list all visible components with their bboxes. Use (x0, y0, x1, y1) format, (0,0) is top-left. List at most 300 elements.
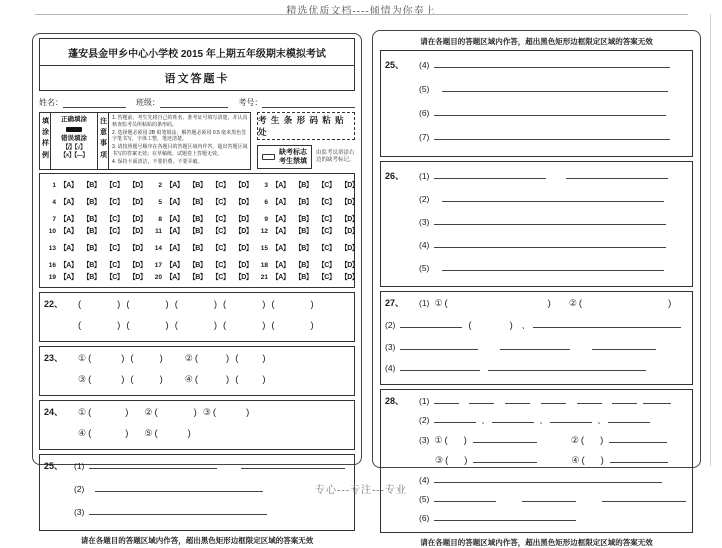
question-number: 3 (264, 181, 268, 189)
answer-row (385, 297, 688, 310)
answer-paren[interactable]: ( ) (174, 320, 218, 331)
bubble-row (43, 197, 359, 207)
bubble-option-B-q17[interactable]: 【B】 (188, 262, 207, 269)
note-item: 4. 保持卡面清洁，不要折叠、不要弄破。 (112, 158, 203, 165)
bubble-cell-q19 (43, 272, 149, 282)
bubble-option-D-q7[interactable]: 【D】 (128, 216, 147, 223)
bubble-cell-q8 (149, 214, 255, 224)
bubble-cell-q5 (149, 197, 255, 207)
answer-row (44, 373, 350, 386)
choice-bubble-grid (39, 173, 359, 288)
bubble-option-A-q16[interactable]: 【A】 (59, 262, 78, 269)
bubble-option-D-q19[interactable]: 【D】 (128, 274, 147, 281)
circled-number: ④ (571, 455, 580, 465)
bubble-option-A-q8[interactable]: 【A】 (165, 216, 184, 223)
answer-row (385, 512, 688, 524)
sub-question-label: (3) (419, 217, 430, 227)
answer-paren[interactable]: ( ) (126, 299, 169, 310)
absent-note (316, 150, 355, 165)
answer-paren[interactable]: ( ) (78, 320, 121, 331)
bubble-option-B-q2[interactable]: 【B】 (188, 182, 207, 189)
answer-line[interactable] (434, 107, 666, 116)
answer-paren[interactable]: ( ) (130, 374, 163, 385)
class-input-line[interactable] (160, 100, 229, 108)
bubble-option-B-q4[interactable]: 【B】 (82, 199, 101, 206)
bubble-option-C-q18[interactable]: 【C】 (317, 262, 336, 269)
answer-line[interactable] (434, 395, 459, 404)
bubble-cell-q2 (149, 180, 255, 190)
question-number: 22、 (44, 299, 64, 309)
circled-number: ① (434, 435, 443, 445)
bubble-option-D-q20[interactable]: 【D】 (234, 274, 253, 281)
note-item: 3. 请按照题号顺序在各题目的答题区域内作答，超出答题区域书写的答案无效；在草稿纸、试题卷上答题无效。 (112, 144, 248, 157)
student-info-row (39, 97, 355, 108)
circled-number: ③ (202, 407, 211, 417)
barcode-paste-area: 考 生 条 形 码 粘 贴 处 (257, 112, 355, 140)
separator: 、 (521, 321, 530, 330)
bubble-option-D-q21[interactable]: 【D】 (340, 274, 359, 281)
bubble-option-D-q17[interactable]: 【D】 (234, 262, 253, 269)
question-number: 25、 (44, 461, 64, 471)
answer-paren[interactable]: ( ) (154, 407, 197, 418)
note-item: 1. 答题前，考生先将自己的姓名、准考证号填写清楚，并认真核查监考员所粘贴的条形码。 (112, 115, 248, 128)
separator: 、 (597, 416, 606, 425)
bubble-option-B-q5[interactable]: 【B】 (188, 199, 207, 206)
absent-forbidden-label: 考生禁填 (279, 158, 307, 165)
bubble-row (43, 226, 359, 236)
answer-paren[interactable]: ( ) (468, 320, 513, 331)
absent-note-line2: 边的缺考标记。 (316, 157, 355, 163)
bubble-cell-q11 (149, 226, 255, 236)
bubble-cell-q21 (255, 272, 361, 282)
answer-row (385, 454, 688, 467)
answer-paren[interactable]: ( ) (88, 353, 125, 364)
answer-paren[interactable]: ( ) (78, 299, 121, 310)
bubble-row (43, 260, 359, 270)
absent-mark-bubble[interactable] (262, 154, 275, 160)
answer-line[interactable] (533, 319, 681, 328)
absent-note-line1: 由监考员填涂右 (316, 149, 355, 156)
sub-question-label: (5) (419, 263, 430, 273)
bubble-cell-q10 (43, 226, 149, 236)
bubble-option-C-q13[interactable]: 【C】 (105, 245, 124, 252)
answer-line[interactable] (592, 341, 656, 350)
circled-number: ② (568, 298, 577, 308)
left-bottom-notice: 请在各题目的答题区域内作答，超出黑色矩形边框限定区域的答案无效 (80, 536, 314, 545)
absent-flag-label: 缺考标志 (279, 148, 307, 156)
bubble-option-C-q15[interactable]: 【C】 (317, 245, 336, 252)
bubble-option-A-q14[interactable]: 【A】 (165, 245, 184, 252)
bubble-option-A-q6[interactable]: 【A】 (271, 199, 290, 206)
answer-row (385, 239, 688, 251)
bubble-option-B-q15[interactable]: 【B】 (294, 245, 313, 252)
bubble-option-A-q9[interactable]: 【A】 (271, 216, 290, 223)
circled-number: ① (78, 407, 87, 417)
bubble-cell-q20 (149, 272, 255, 282)
answer-line[interactable] (608, 414, 650, 423)
wrong-fill-marks-2: 【×】【—】 (60, 153, 88, 160)
question-number: 26、 (385, 171, 405, 181)
question-number: 19 (48, 273, 56, 281)
sub-question-label: (2) (419, 194, 430, 204)
bubble-option-B-q3[interactable]: 【B】 (294, 182, 313, 189)
absent-labels (279, 148, 307, 166)
sub-question-label: (2) (419, 415, 430, 425)
answer-row (44, 352, 350, 365)
sub-question-label: (1) (419, 396, 430, 406)
answer-paren[interactable]: ( ) (271, 299, 314, 310)
answer-paren[interactable]: ( ) (580, 435, 604, 446)
answer-line[interactable] (434, 170, 546, 179)
bubble-option-D-q8[interactable]: 【D】 (234, 216, 253, 223)
answer-line[interactable] (434, 216, 666, 225)
bubble-row (43, 214, 359, 224)
sub-question-label: (3) (74, 507, 85, 517)
bubble-option-B-q9[interactable]: 【B】 (294, 216, 313, 223)
answer-line[interactable] (89, 506, 267, 515)
question-number: 5 (158, 198, 162, 206)
bubble-option-D-q6[interactable]: 【D】 (340, 199, 359, 206)
bubble-option-D-q15[interactable]: 【D】 (340, 245, 359, 252)
sub-question-label: (6) (419, 513, 430, 523)
question-25-box-right (380, 50, 693, 157)
answer-row (385, 193, 688, 205)
answer-line[interactable] (612, 395, 637, 404)
bubble-option-B-q7[interactable]: 【B】 (82, 216, 101, 223)
answer-line[interactable] (434, 59, 670, 68)
answer-line[interactable] (400, 319, 462, 328)
bubble-option-C-q1[interactable]: 【C】 (105, 182, 124, 189)
answer-paren[interactable]: ( ) (271, 320, 314, 331)
fill-sample-column (51, 113, 98, 169)
answer-line[interactable] (610, 454, 668, 463)
question-number: 27、 (385, 298, 405, 308)
class-label: 班级： (135, 98, 160, 107)
question-number: 18 (260, 261, 268, 269)
name-input-line[interactable] (63, 100, 126, 108)
bubble-option-D-q5[interactable]: 【D】 (234, 199, 253, 206)
answer-line[interactable] (609, 434, 667, 443)
question-27-box (380, 291, 693, 385)
bubble-option-A-q4[interactable]: 【A】 (59, 199, 78, 206)
question-number: 8 (158, 215, 162, 223)
bubble-option-C-q12[interactable]: 【C】 (317, 228, 336, 235)
answer-paren[interactable]: ( ) (88, 428, 129, 439)
question-number: 24、 (44, 407, 64, 417)
bubble-option-A-q1[interactable]: 【A】 (59, 182, 78, 189)
right-top-notice: 请在各题目的答题区域内作答，超出黑色矩形边框限定区域的答案无效 (420, 37, 653, 46)
answer-paren[interactable]: ( ) (88, 374, 125, 385)
bubble-option-C-q10[interactable]: 【C】 (105, 228, 124, 235)
examno-input-line[interactable] (262, 100, 355, 108)
answer-paren[interactable]: ( ) (223, 299, 266, 310)
bubble-option-C-q11[interactable]: 【C】 (211, 228, 230, 235)
sub-question-label: (4) (419, 475, 430, 485)
bubble-option-A-q17[interactable]: 【A】 (165, 262, 184, 269)
correct-fill-label: 正确填涂 (61, 116, 87, 123)
title-box (39, 38, 355, 91)
bubble-option-C-q3[interactable]: 【C】 (317, 182, 336, 189)
examno-label: 考号： (238, 98, 263, 107)
question-number: 20 (154, 273, 162, 281)
circled-number: ② (570, 435, 579, 445)
question-24-box (39, 400, 355, 450)
question-number: 28、 (385, 396, 405, 406)
watermark-header: 精选优质文档----倾情为你奉上 (286, 6, 436, 17)
bubble-option-A-q7[interactable]: 【A】 (59, 216, 78, 223)
watermark-footer: 专心---专注---专业 (315, 485, 407, 496)
bubble-option-D-q16[interactable]: 【D】 (128, 262, 147, 269)
bubble-option-B-q11[interactable]: 【B】 (188, 228, 207, 235)
question-number: 9 (264, 215, 268, 223)
bubble-option-B-q10[interactable]: 【B】 (82, 228, 101, 235)
bubble-option-B-q21[interactable]: 【B】 (294, 274, 313, 281)
answer-line[interactable] (550, 414, 592, 423)
absent-mark-row (257, 144, 355, 170)
sheet-title: 语文答题卡 (164, 73, 230, 85)
absent-mark-box (257, 145, 312, 169)
bubble-option-B-q8[interactable]: 【B】 (188, 216, 207, 223)
bubble-option-D-q3[interactable]: 【D】 (340, 182, 359, 189)
answer-paren[interactable]: ( ) (88, 407, 129, 418)
bubble-option-A-q10[interactable]: 【A】 (59, 228, 78, 235)
bubble-option-A-q2[interactable]: 【A】 (165, 182, 184, 189)
info-section (39, 112, 355, 170)
question-number: 6 (264, 198, 268, 206)
bubble-cell-q1 (43, 180, 149, 190)
answer-line[interactable] (434, 414, 476, 423)
answer-row (385, 434, 688, 447)
bubble-option-C-q20[interactable]: 【C】 (211, 274, 230, 281)
bubble-option-D-q1[interactable]: 【D】 (128, 182, 147, 189)
answer-paren[interactable]: ( ) (194, 374, 230, 385)
bubble-cell-q6 (255, 197, 361, 207)
answer-line[interactable] (434, 131, 670, 140)
answer-line[interactable] (469, 395, 494, 404)
question-number: 21 (260, 273, 268, 281)
bubble-row (43, 272, 359, 282)
bubble-cell-q4 (43, 197, 149, 207)
bubble-option-B-q14[interactable]: 【B】 (188, 245, 207, 252)
bubble-option-D-q2[interactable]: 【D】 (234, 182, 253, 189)
answer-paren[interactable]: ( ) (126, 320, 169, 331)
answer-row (44, 319, 350, 332)
answer-row (385, 395, 688, 407)
answer-line[interactable] (505, 395, 530, 404)
circled-number: ④ (184, 374, 193, 384)
sub-question-label: (3) (385, 342, 396, 352)
question-number: 10 (48, 227, 56, 235)
bubble-cell-q18 (255, 260, 361, 270)
bubble-option-C-q16[interactable]: 【C】 (105, 262, 124, 269)
answer-paren[interactable]: ( ) (444, 298, 551, 309)
answer-paren[interactable]: ( ) (130, 353, 163, 364)
bubble-option-D-q4[interactable]: 【D】 (128, 199, 147, 206)
answer-paren[interactable]: ( ) (235, 353, 266, 364)
answer-paren[interactable]: ( ) (444, 435, 467, 446)
answer-line[interactable] (541, 395, 566, 404)
bubble-option-C-q4[interactable]: 【C】 (105, 199, 124, 206)
question-26-box (380, 161, 693, 287)
answer-line[interactable] (442, 262, 664, 271)
question-28-box (380, 389, 693, 533)
answer-line[interactable] (500, 341, 570, 350)
answer-line[interactable] (89, 460, 217, 469)
circled-number: ③ (78, 374, 87, 384)
answer-row (44, 427, 350, 440)
name-label: 姓名： (39, 98, 63, 107)
circled-number: ① (434, 298, 443, 308)
question-number: 2 (158, 181, 162, 189)
answer-line[interactable] (488, 362, 646, 371)
question-number: 11 (155, 227, 162, 235)
answer-line[interactable] (400, 341, 478, 350)
sub-question-label: (4) (419, 60, 430, 70)
circled-number: ④ (78, 428, 87, 438)
question-number: 4 (52, 198, 56, 206)
bubble-option-D-q12[interactable]: 【D】 (340, 228, 359, 235)
answer-line[interactable] (241, 460, 345, 469)
sub-question-label: (5) (419, 494, 430, 504)
bubble-cell-q12 (255, 226, 361, 236)
circled-number: ③ (435, 455, 444, 465)
info-right-column (257, 112, 355, 170)
answer-line[interactable] (434, 239, 666, 248)
answer-row (385, 59, 688, 71)
bubble-option-A-q11[interactable]: 【A】 (165, 228, 184, 235)
bubble-option-A-q18[interactable]: 【A】 (271, 262, 290, 269)
answer-row (44, 406, 350, 419)
answer-line[interactable] (643, 395, 671, 404)
header-rule (35, 14, 688, 15)
answer-line[interactable] (473, 454, 537, 463)
answer-paren[interactable]: ( ) (223, 320, 266, 331)
bubble-option-C-q17[interactable]: 【C】 (211, 262, 230, 269)
bubble-option-C-q8[interactable]: 【C】 (211, 216, 230, 223)
sub-question-label: (1) (74, 461, 85, 471)
bubble-option-A-q13[interactable]: 【A】 (59, 245, 78, 252)
answer-paren[interactable]: ( ) (581, 455, 604, 466)
answer-line[interactable] (400, 362, 480, 371)
bubble-option-B-q19[interactable]: 【B】 (82, 274, 101, 281)
answer-row (385, 362, 688, 374)
bubble-option-B-q12[interactable]: 【B】 (294, 228, 313, 235)
bubble-option-C-q6[interactable]: 【C】 (317, 199, 336, 206)
bubble-option-B-q13[interactable]: 【B】 (82, 245, 101, 252)
sub-question-label: (7) (419, 132, 430, 142)
bubble-cell-q17 (149, 260, 255, 270)
bubble-option-A-q3[interactable]: 【A】 (271, 182, 290, 189)
answer-line[interactable] (442, 193, 664, 202)
note-item: 2. 选择题必须用 2B 铅笔填涂，解答题必须用 0.5 毫米黑色签字笔书写，字体工整，笔迹清楚。 (112, 129, 247, 143)
sub-question-label: (2) (385, 320, 396, 330)
bubble-row (43, 180, 359, 190)
answer-line[interactable] (434, 512, 576, 521)
question-number: 25、 (385, 60, 405, 70)
answer-row (44, 298, 350, 311)
answer-paren[interactable]: ( ) (174, 299, 218, 310)
bubble-option-C-q5[interactable]: 【C】 (211, 199, 230, 206)
answer-paren[interactable]: ( ) (235, 374, 266, 385)
answer-row (385, 341, 688, 353)
answer-row (385, 83, 688, 95)
bubble-option-B-q1[interactable]: 【B】 (82, 182, 101, 189)
bubble-option-D-q11[interactable]: 【D】 (234, 228, 253, 235)
bubble-option-B-q16[interactable]: 【B】 (82, 262, 101, 269)
answer-line[interactable] (566, 170, 668, 179)
sub-question-label: (2) (74, 484, 85, 494)
bubble-option-A-q15[interactable]: 【A】 (271, 245, 290, 252)
circled-number: ② (184, 353, 193, 363)
answer-line[interactable] (492, 414, 534, 423)
question-number: 17 (154, 261, 162, 269)
answer-row (385, 262, 688, 274)
bubble-option-D-q14[interactable]: 【D】 (234, 245, 253, 252)
sub-question-label: (3) (419, 435, 430, 445)
answer-row (385, 170, 688, 182)
bubble-option-A-q21[interactable]: 【A】 (271, 274, 290, 281)
page-edge-line (710, 14, 711, 466)
bubble-option-B-q18[interactable]: 【B】 (294, 262, 313, 269)
bubble-option-D-q9[interactable]: 【D】 (340, 216, 359, 223)
answer-line[interactable] (473, 434, 537, 443)
fill-sample-notes-box (39, 112, 251, 170)
bubble-option-A-q12[interactable]: 【A】 (271, 228, 290, 235)
wrong-fill-marks-1: 【/】【√】 (62, 144, 86, 151)
sub-question-label: (4) (385, 363, 396, 373)
bubble-option-D-q13[interactable]: 【D】 (128, 245, 147, 252)
notes-list (109, 113, 250, 169)
question-number: 23、 (44, 353, 64, 363)
answer-paren[interactable]: ( ) (154, 428, 191, 439)
bubble-option-C-q7[interactable]: 【C】 (105, 216, 124, 223)
bubble-option-B-q6[interactable]: 【B】 (294, 199, 313, 206)
bubble-option-B-q20[interactable]: 【B】 (188, 274, 207, 281)
bubble-option-C-q2[interactable]: 【C】 (211, 182, 230, 189)
separator: 、 (481, 416, 490, 425)
circled-number: ① (78, 353, 87, 363)
bubble-option-A-q20[interactable]: 【A】 (165, 274, 184, 281)
bubble-option-A-q19[interactable]: 【A】 (59, 274, 78, 281)
bubble-cell-q3 (255, 180, 361, 190)
bubble-option-D-q10[interactable]: 【D】 (128, 228, 147, 235)
bubble-option-A-q5[interactable]: 【A】 (165, 199, 184, 206)
bubble-option-C-q21[interactable]: 【C】 (317, 274, 336, 281)
answer-paren[interactable]: ( ) (445, 455, 468, 466)
answer-paren[interactable]: ( ) (212, 407, 250, 418)
bubble-option-C-q19[interactable]: 【C】 (105, 274, 124, 281)
question-number: 13 (48, 244, 56, 252)
answer-row (385, 131, 688, 143)
bubble-option-C-q9[interactable]: 【C】 (317, 216, 336, 223)
answer-row (44, 460, 350, 472)
answer-row (385, 107, 688, 119)
notes-vertical-label: 注意事项 (98, 113, 109, 169)
right-bottom-notice: 请在各题目的答题区域内作答，超出黑色矩形边框限定区域的答案无效 (420, 538, 653, 547)
bubble-option-D-q18[interactable]: 【D】 (340, 262, 359, 269)
wrong-fill-label: 错误填涂 (61, 134, 87, 142)
answer-paren[interactable]: ( ) (194, 353, 230, 364)
answer-line[interactable] (577, 395, 602, 404)
answer-line[interactable] (442, 83, 668, 92)
question-23-box (39, 346, 355, 396)
bubble-cell-q7 (43, 214, 149, 224)
sub-question-label: (4) (419, 240, 430, 250)
bubble-cell-q13 (43, 243, 149, 253)
answer-paren[interactable]: ( ) (578, 298, 672, 309)
right-panel (372, 30, 701, 547)
bubble-option-C-q14[interactable]: 【C】 (211, 245, 230, 252)
